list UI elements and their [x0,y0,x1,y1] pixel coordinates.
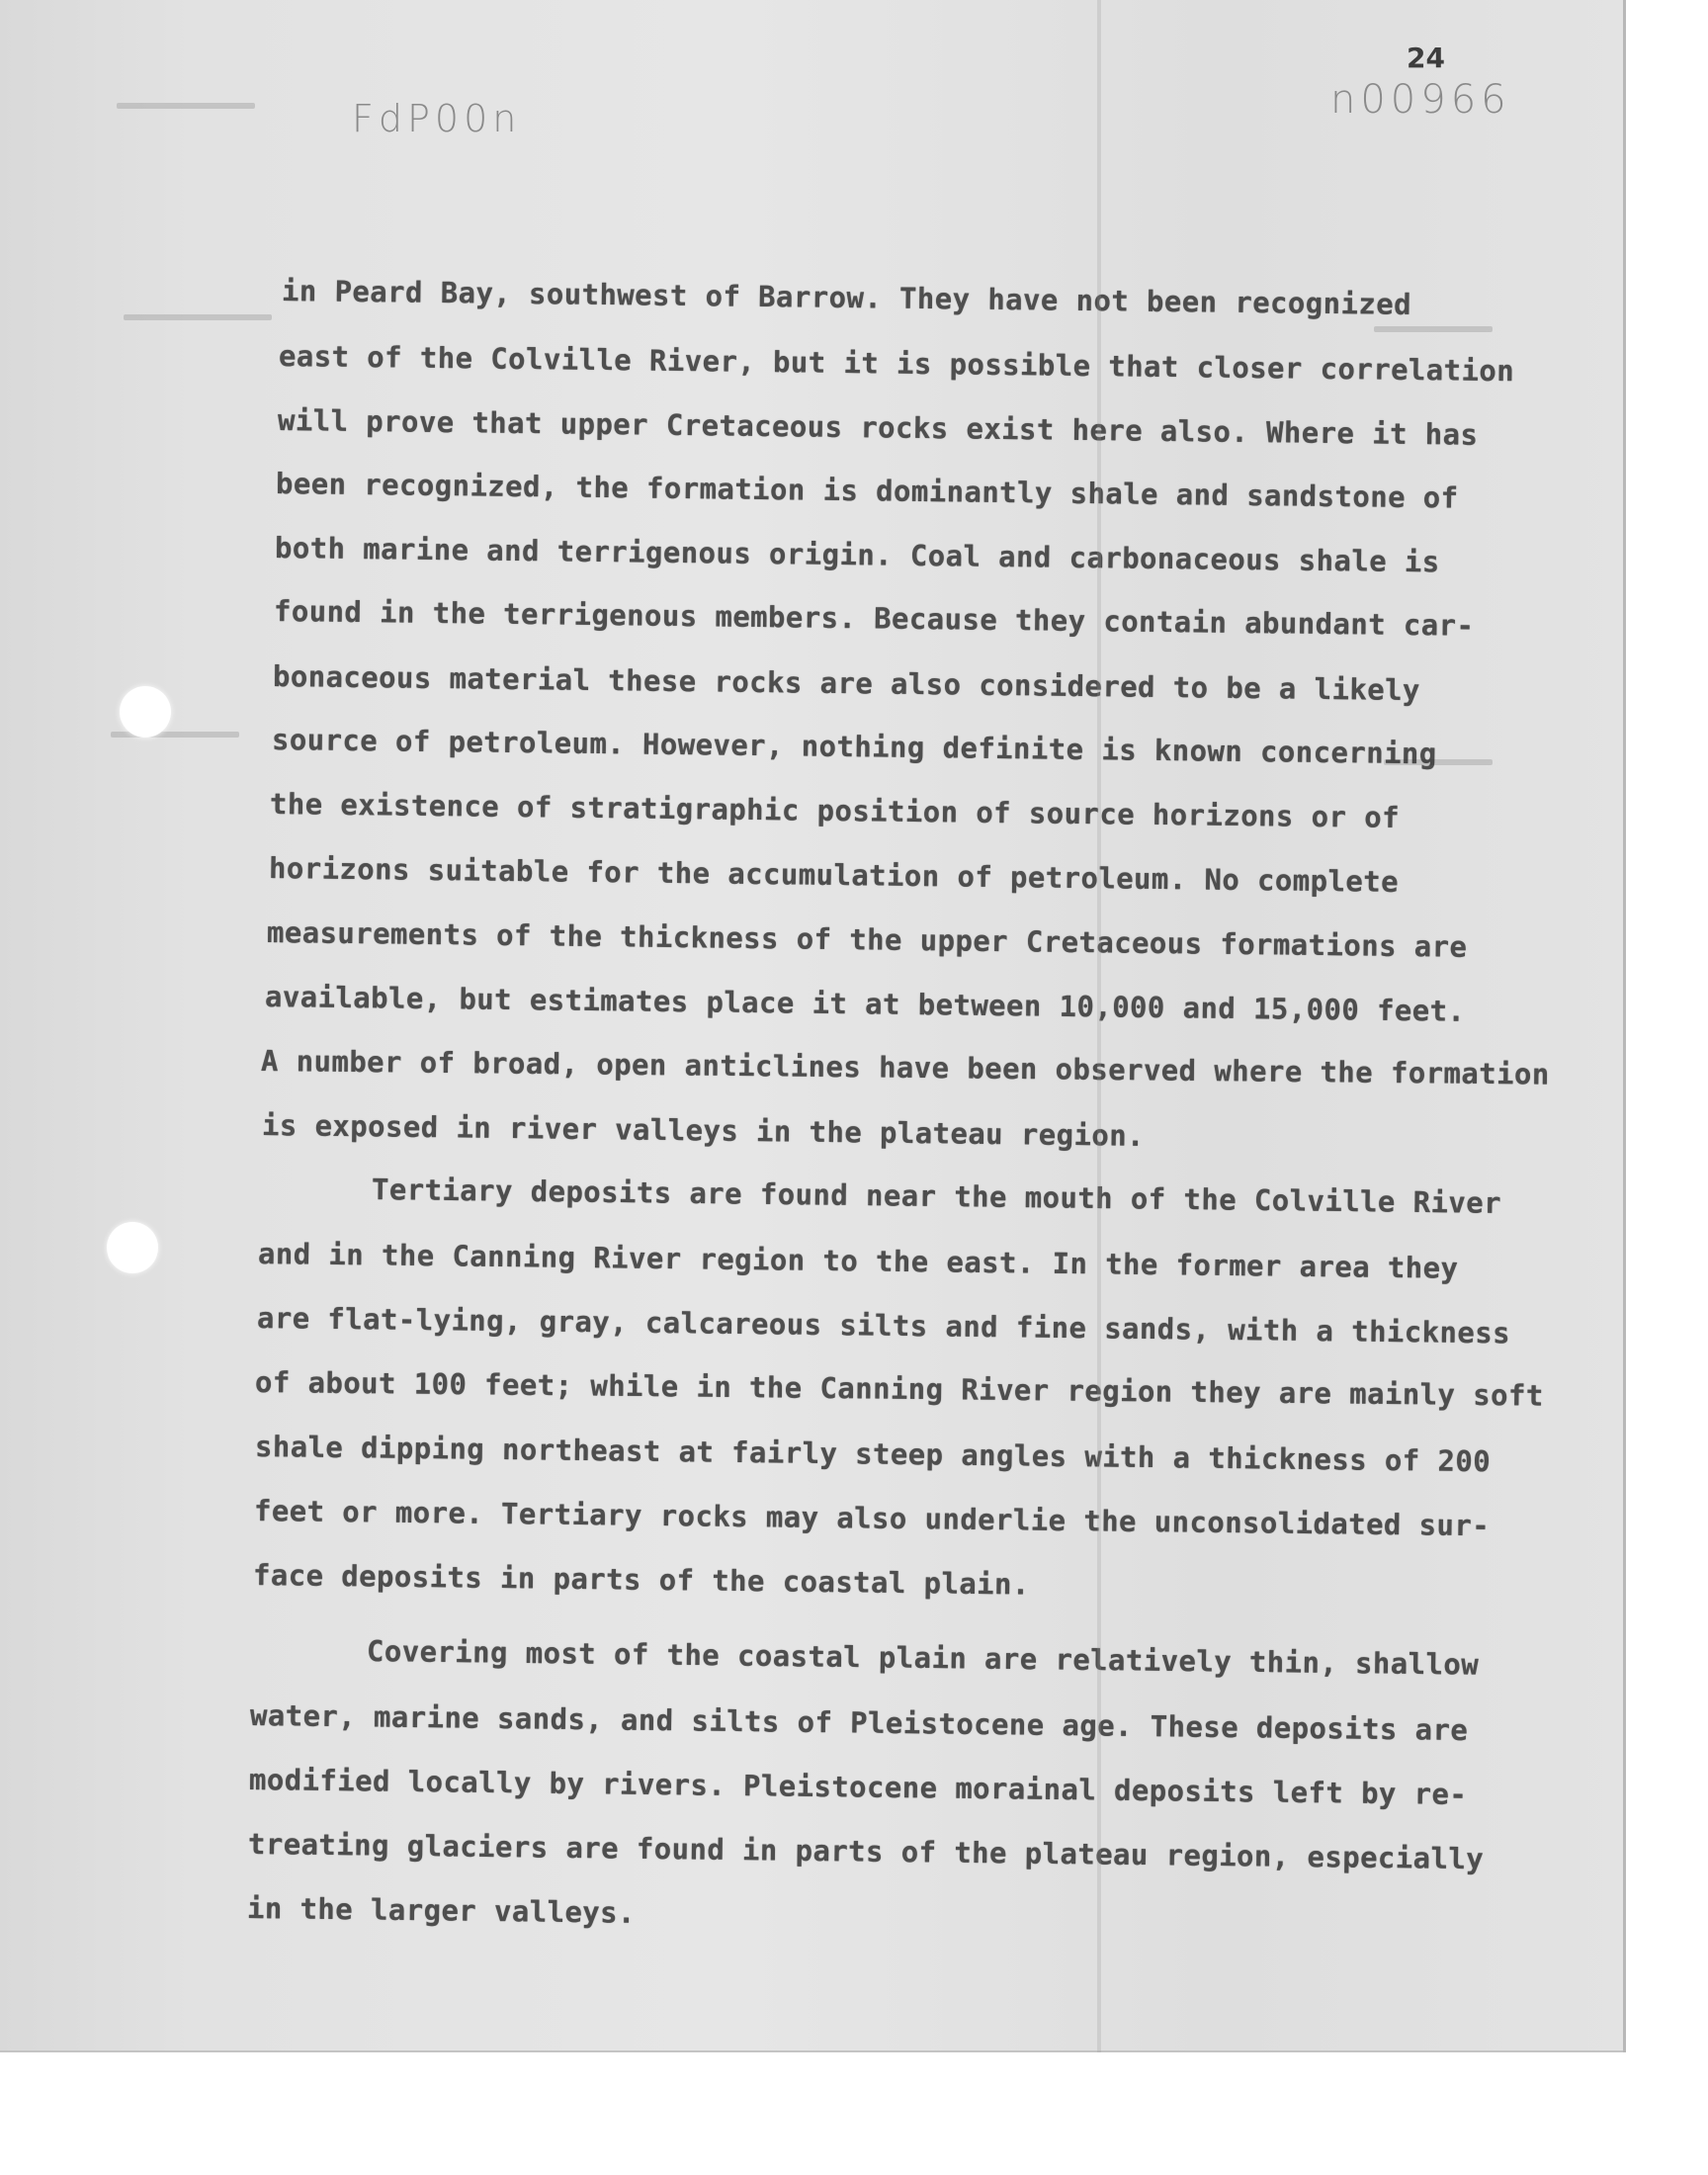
text-line: source of petroleum. However, nothing definite is known concerning [271,723,1437,771]
text-line: Covering most of the coastal plain are relatively thin, shallow [366,1634,1480,1682]
bleed-through-mark [117,103,255,109]
punch-hole [107,1222,158,1273]
punch-hole [120,686,171,738]
text-line: treating glaciers are found in parts of the plateau region, especially [247,1827,1485,1876]
text-line: bonaceous material these rocks are also considered to be a likely [272,659,1420,708]
page-number: 24 [1407,42,1445,74]
text-line: horizons suitable for the accumulation of petroleum. No complete [268,851,1400,899]
bleed-through-mark [124,314,272,320]
text-line: shale dipping northeast at fairly steep angles with a thickness of 200 [254,1430,1492,1479]
text-line: in Peard Bay, southwest of Barrow. They have not been recognized [281,274,1412,321]
document-code-right: n00966 [1330,77,1511,123]
text-line: available, but estimates place it at between 10,000 and 15,000 feet. [264,980,1466,1028]
text-line: both marine and terrigenous origin. Coal and carbonaceous shale is [274,531,1440,579]
text-line: A number of broad, open anticlines have been observed where the formation [260,1044,1550,1091]
text-line: in the larger valleys. [246,1891,637,1930]
text-line: are flat-lying, gray, calcareous silts and fine sands, with a thickness [256,1301,1511,1350]
text-line: water, marine sands, and silts of Pleistocene age. These deposits are [249,1698,1469,1748]
text-line: is exposed in river valleys in the plateau region. [261,1108,1146,1153]
text-line: been recognized, the formation is dominantly shale and sandstone of [275,467,1459,515]
text-line: modified locally by rivers. Pleistocene morainal deposits left by re- [248,1763,1468,1812]
text-line: found in the terrigenous members. Because they contain abundant car- [273,594,1475,643]
bleed-through-mark [1374,326,1493,332]
text-line: the existence of stratigraphic position of source horizons or of [269,787,1401,834]
text-line: will prove that upper Cretaceous rocks exist here also. Where it has [277,403,1479,452]
text-line: of about 100 feet; while in the Canning River region they are mainly soft [254,1365,1544,1413]
text-line: measurements of the thickness of the upper Cretaceous formations are [266,915,1468,964]
text-line: feet or more. Tertiary rocks may also underlie the unconsolidated sur- [253,1494,1491,1543]
text-line: face deposits in parts of the coastal plain. [252,1558,1030,1602]
text-line: east of the Colville River, but it is possible that closer correlation [278,339,1515,389]
text-line: Tertiary deposits are found near the mouth of the Colville River [371,1173,1502,1220]
text-line: and in the Canning River region to the east. In the former area they [257,1237,1459,1285]
document-code-left: FdP00n [352,97,522,140]
